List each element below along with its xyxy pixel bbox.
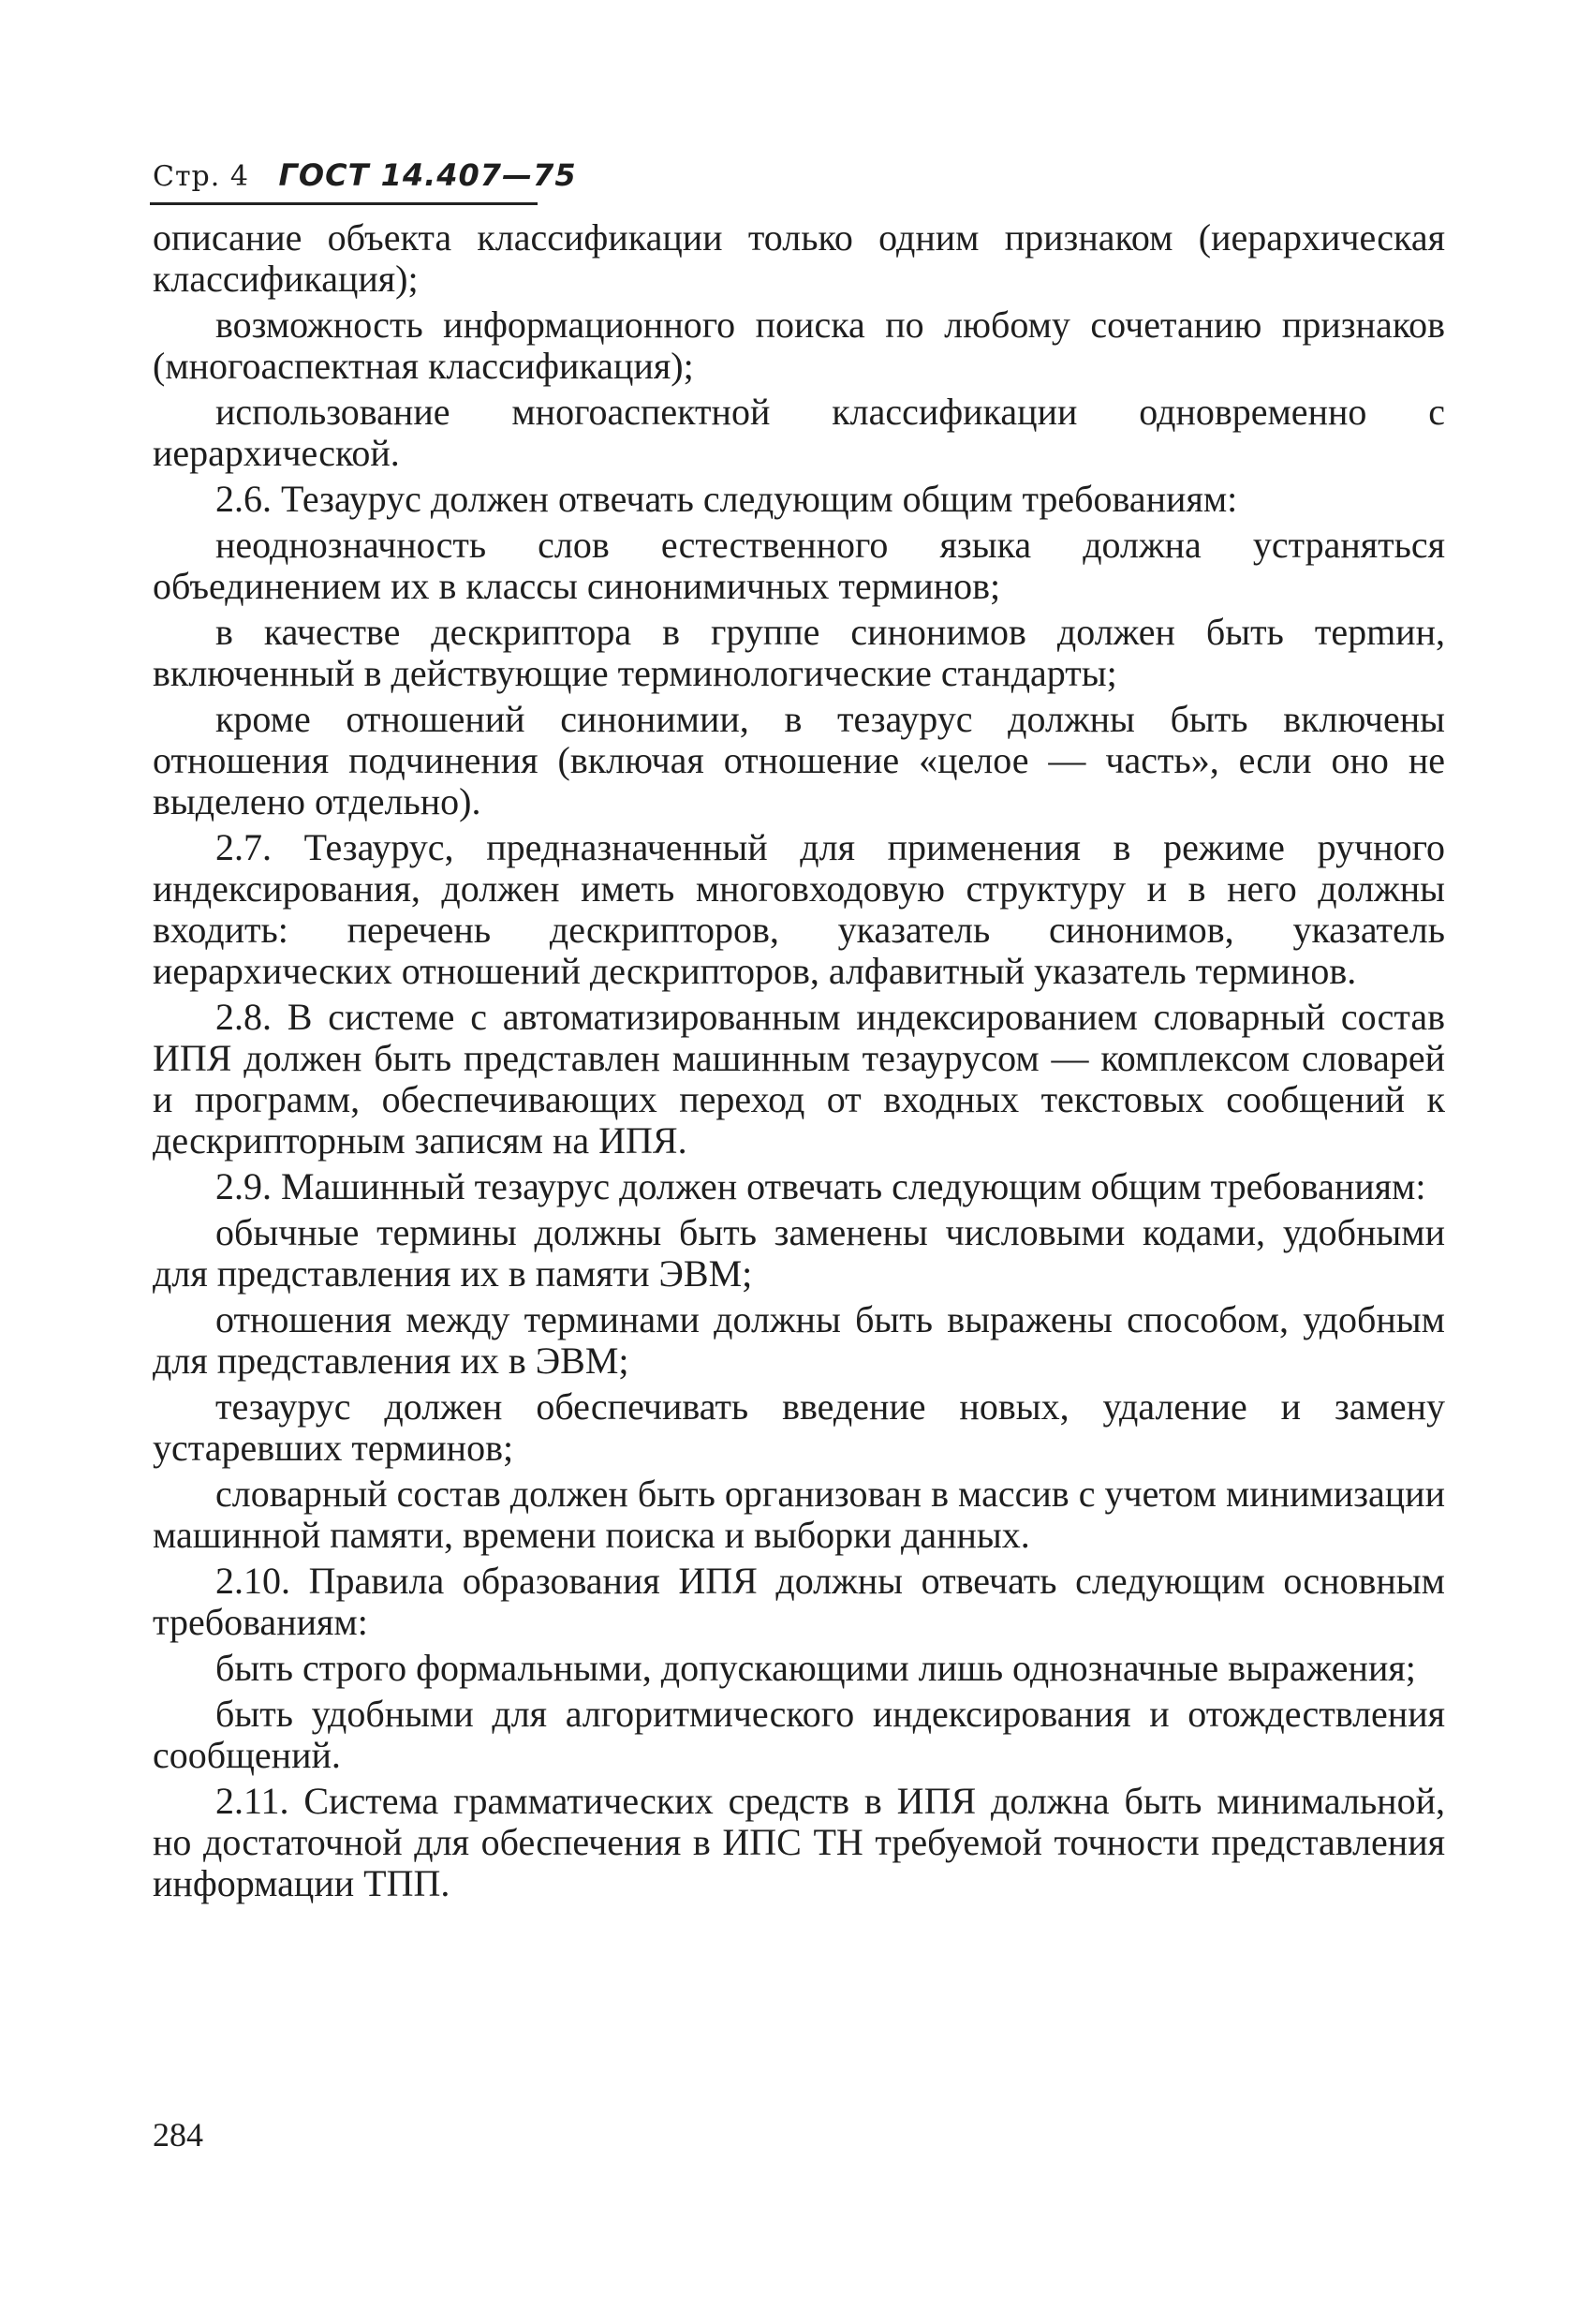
- paragraph: отношения между терминами должны быть выражены способом, удобным для представления их в ЭВМ;: [153, 1298, 1445, 1382]
- paragraph: быть строго формальными, допускающими лишь однозначные выражения;: [215, 1647, 1416, 1689]
- paragraph: возможность информационного поиска по любому сочетанию признаков (многоаспектная классификация);: [153, 303, 1445, 387]
- page-label: Стр. 4: [153, 160, 249, 193]
- paragraph: в качестве дескриптора в группе синонимов должен быть терmин, включенный в действующие терминологические стандарты;: [153, 611, 1445, 694]
- paragraph: 2.7. Тезаурус, предназначенный для применения в режиме ручного индексирования, должен иметь многовходовую структуру и в него должны входить: перечень дескрипторов, указатель синонимов, указатель иерархических отношений дескрипторов, алфавитный указатель терминов.: [153, 826, 1445, 992]
- paragraph: 2.6. Тезаурус должен отвечать следующим общим требованиям:: [215, 478, 1238, 520]
- body-text: [153, 217, 1445, 1909]
- paragraph: словарный состав должен быть организован в массив с учетом минимизации машинной памяти, времени поиска и выборки данных.: [153, 1473, 1445, 1556]
- paragraph: 2.11. Система грамматических средств в ИПЯ должна быть минимальной, но достаточной для обеспечения в ИПС ТН требуемой точности представления информации ТПП.: [153, 1780, 1445, 1904]
- page-number: 284: [153, 2116, 203, 2154]
- paragraph: 2.10. Правила образования ИПЯ должны отвечать следующим основным требованиям:: [153, 1560, 1445, 1643]
- paragraph: тезаурус должен обеспечивать введение новых, удаление и замену устаревших терминов;: [153, 1385, 1445, 1469]
- paragraph: неоднозначность слов естественного языка должна устраняться объединением их в классы синонимичных терминов;: [153, 524, 1445, 607]
- header-rule: [150, 202, 538, 205]
- standard-number: ГОСТ 14.407—75: [278, 157, 577, 193]
- paragraph: кроме отношений синонимии, в тезаурус должны быть включены отношения подчинения (включая отношение «целое — часть», если оно не выделено отдельно).: [153, 698, 1445, 822]
- paragraph: обычные термины должны быть заменены числовыми кодами, удобными для представления их в памяти ЭВМ;: [153, 1211, 1445, 1295]
- page-header: [153, 157, 577, 193]
- paragraph: 2.9. Машинный тезаурус должен отвечать следующим общим требованиям:: [215, 1165, 1426, 1207]
- paragraph: использование многоаспектной классификации одновременно с иерархической.: [153, 391, 1445, 474]
- paragraph: 2.8. В системе с автоматизированным индексированием словарный состав ИПЯ должен быть представлен машинным тезаурусом — комплексом словарей и программ, обеспечивающих переход от входных текстовых сообщений к дескрипторным записям на ИПЯ.: [153, 996, 1445, 1162]
- paragraph: описание объекта классификации только одним признаком (иерархическая классификация);: [153, 216, 1445, 300]
- paragraph: быть удобными для алгоритмического индексирования и отождествления сообщений.: [153, 1693, 1445, 1776]
